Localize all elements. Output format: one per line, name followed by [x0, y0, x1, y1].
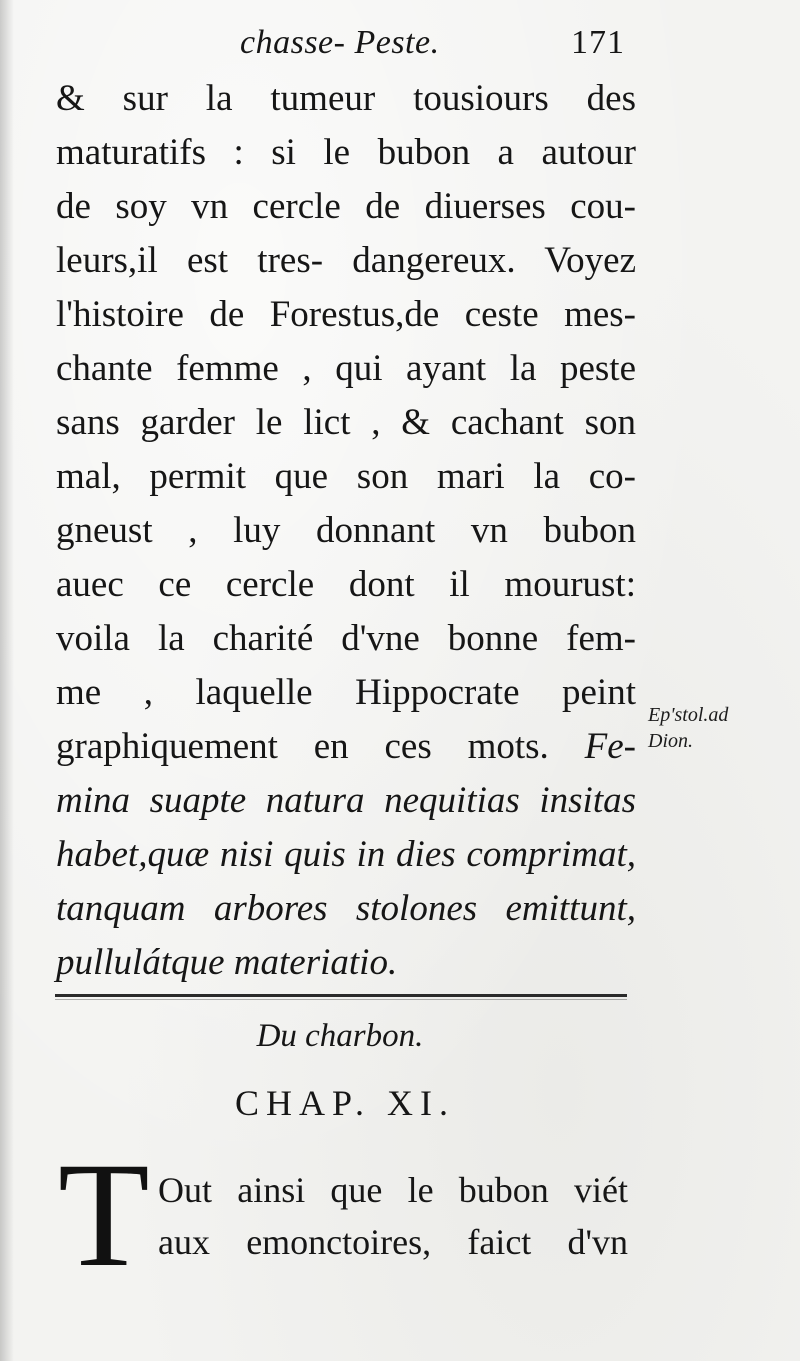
text-line: leurs,il est tres- dangereux. Voyez — [56, 240, 636, 281]
latin-quote-line: mina suapte natura nequitias insitas — [56, 780, 636, 821]
text-line-mixed — [56, 720, 636, 774]
text-line: voila la charité d'vne bonne fem- — [56, 618, 636, 659]
text-line: l'histoire de Forestus,de ceste mes- — [56, 294, 636, 335]
text-line-roman-part: graphiquement en ces mots. — [56, 726, 549, 767]
section-divider-shadow — [55, 999, 627, 1000]
text-line: sans garder le lict , & cachant son — [56, 402, 636, 443]
marginal-note-line: Ep'stol.ad — [648, 704, 729, 726]
text-line: chante femme , qui ayant la peste — [56, 348, 636, 389]
text-line-italic-part: Fe- — [584, 726, 637, 767]
text-line: mal, permit que son mari la co- — [56, 456, 636, 497]
marginal-note-line: Dion. — [648, 730, 693, 752]
latin-quote-line: tanquam arbores stolones emittunt, — [56, 888, 636, 929]
section-divider — [55, 994, 627, 997]
chapter-text-line: aux emonctoires, faict d'vn — [158, 1222, 628, 1262]
section-title: Du charbon. — [256, 1018, 424, 1054]
text-line: auec ce cercle dont il mourust: — [56, 564, 636, 605]
chapter-text-line: Out ainsi que le bubon viét — [158, 1170, 628, 1210]
drop-cap: T — [58, 1132, 150, 1298]
text-line: de soy vn cercle de diuerses cou- — [56, 186, 636, 227]
page-number: 171 — [571, 24, 625, 61]
text-line: & sur la tumeur tousiours des — [56, 78, 636, 119]
text-line: gneust , luy donnant vn bubon — [56, 510, 636, 551]
body-text — [56, 72, 636, 990]
latin-quote-line: pullulátque materiatio. — [56, 942, 398, 983]
chapter-heading: CHAP. XI. — [234, 1083, 456, 1123]
text-line: me , laquelle Hippocrate peint — [56, 672, 636, 713]
marginal-note — [648, 702, 728, 754]
running-head: chasse- Peste. — [240, 24, 440, 61]
chapter-text — [158, 1164, 628, 1268]
page-edge-shadow — [0, 0, 14, 1361]
text-line: maturatifs : si le bubon a autour — [56, 132, 636, 173]
latin-quote-line: habet,quæ nisi quis in dies comprimat, — [56, 834, 636, 875]
